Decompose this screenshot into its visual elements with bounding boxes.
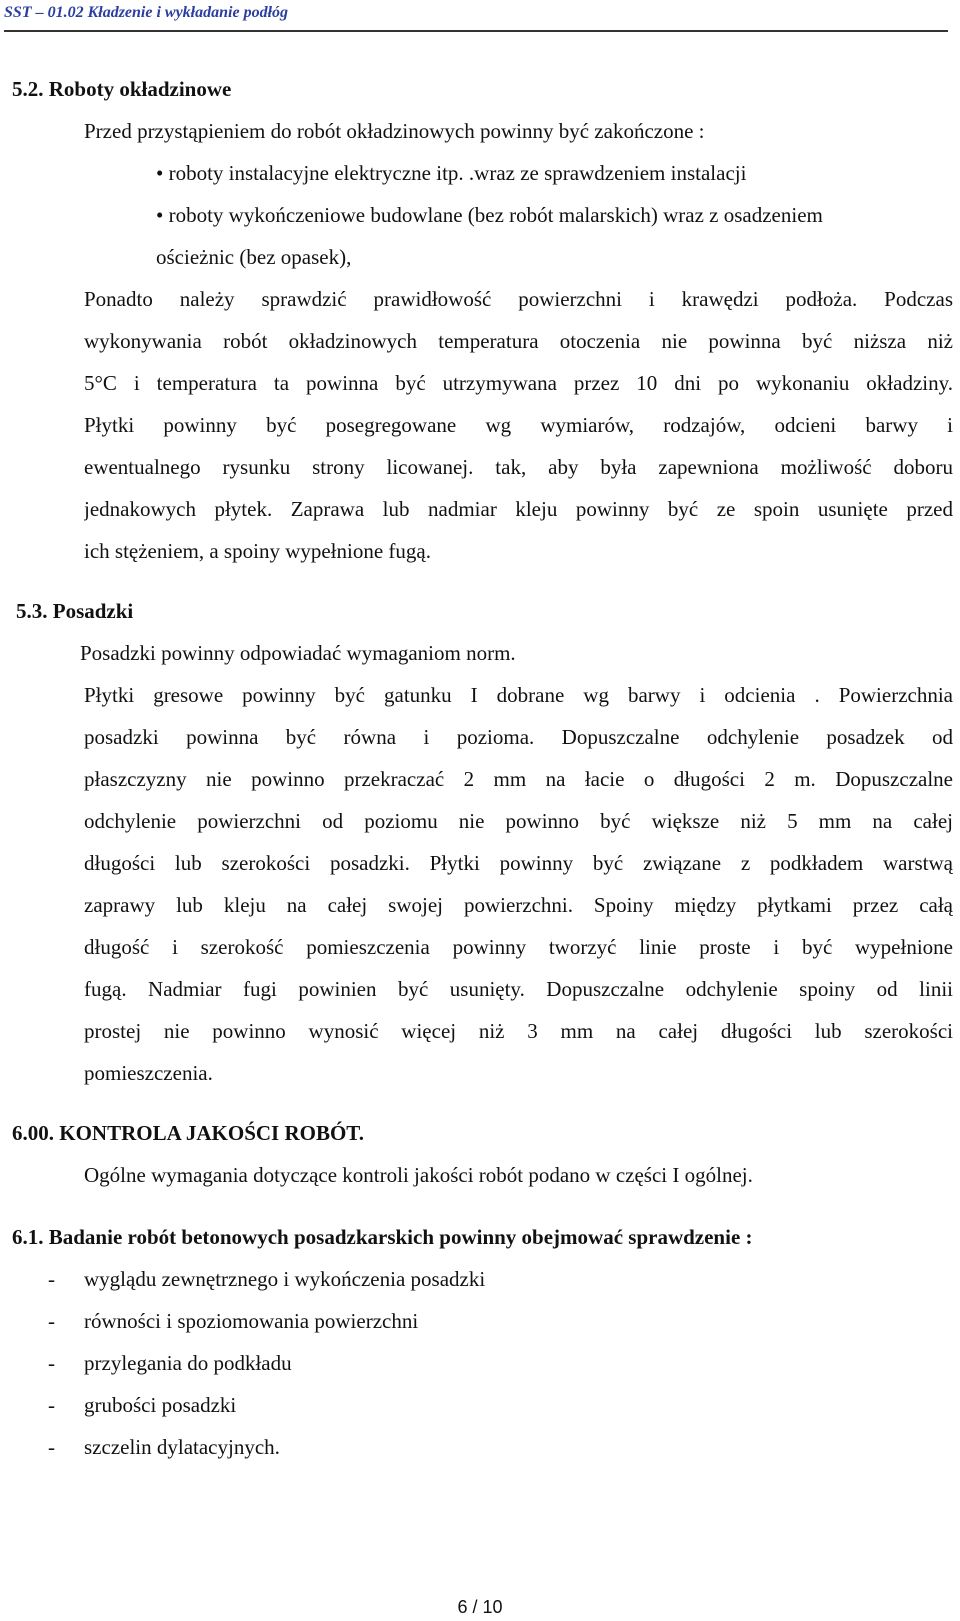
list-item: przylegania do podkładu [84,1351,292,1375]
paragraph-line: posadzki powinna być równa i pozioma. Dopuszczalne odchylenie posadzek od [84,725,953,749]
dash-marker: - [48,1393,55,1417]
paragraph-line: długość i szerokość pomieszczenia powinny tworzyć linie proste i być wypełnione [84,935,953,959]
paragraph-line: zaprawy lub kleju na całej swojej powierzchni. Spoiny między płytkami przez całą [84,893,953,917]
paragraph-line: wykonywania robót okładzinowych temperatura otoczenia nie powinna być niższa niż [84,329,953,353]
list-item: równości i spoziomowania powierzchni [84,1309,419,1333]
dash-marker: - [48,1267,55,1291]
paragraph-line: 5°C i temperatura ta powinna być utrzymywana przez 10 dni po wykonaniu okładziny. [84,371,953,395]
paragraph-line: fugą. Nadmiar fugi powinien być usunięty. Dopuszczalne odchylenie spoiny od linii [84,977,953,1001]
paragraph-line: Płytki gresowe powinny być gatunku I dobrane wg barwy i odcienia . Powierzchnia [84,683,953,707]
section-heading-5-3: 5.3. Posadzki [16,599,134,623]
paragraph-line: ewentualnego rysunku strony licowanej. tak, aby była zapewniona możliwość doboru [84,455,953,479]
section-heading-5-2: 5.2. Roboty okładzinowe [12,77,232,101]
bullet-continuation: ościeżnic (bez opasek), [156,245,352,269]
section-heading-6-00: 6.00. KONTROLA JAKOŚCI ROBÓT. [12,1121,364,1145]
paragraph-line: Płytki powinny być posegregowane wg wymiarów, rodzajów, odcieni barwy i [84,413,953,437]
paragraph-line: jednakowych płytek. Zaprawa lub nadmiar kleju powinny być ze spoin usunięte przed [84,497,953,521]
dash-marker: - [48,1309,55,1333]
paragraph-line: pomieszczenia. [84,1061,213,1085]
paragraph-line: ich stężeniem, a spoiny wypełnione fugą. [84,539,431,563]
section-intro: Przed przystąpieniem do robót okładzinowych powinny być zakończone : [84,119,705,143]
paragraph-line: odchylenie powierzchni od poziomu nie powinno być większe niż 5 mm na całej [84,809,953,833]
paragraph-line: długości lub szerokości posadzki. Płytki powinny być związane z podkładem warstwą [84,851,953,875]
page-header [4,4,948,32]
section-intro: Posadzki powinny odpowiadać wymaganiom norm. [80,641,516,665]
list-item: grubości posadzki [84,1393,237,1417]
bullet-item: • roboty wykończeniowe budowlane (bez robót malarskich) wraz z osadzeniem [156,203,823,227]
section-intro: Ogólne wymagania dotyczące kontroli jakości robót podano w części I ogólnej. [84,1163,753,1187]
section-heading-6-1: 6.1. Badanie robót betonowych posadzkarskich powinny obejmować sprawdzenie : [12,1225,753,1249]
dash-marker: - [48,1351,55,1375]
list-item: szczelin dylatacyjnych. [84,1435,280,1459]
bullet-item: • roboty instalacyjne elektryczne itp. .wraz ze sprawdzeniem instalacji [156,161,747,185]
paragraph-line: płaszczyzny nie powinno przekraczać 2 mm na łacie o długości 2 m. Dopuszczalne [84,767,953,791]
page-number: 6 / 10 [457,1597,503,1617]
dash-marker: - [48,1435,55,1459]
paragraph-line: prostej nie powinno wynosić więcej niż 3 mm na całej długości lub szerokości [84,1019,953,1043]
paragraph-line: Ponadto należy sprawdzić prawidłowość powierzchni i krawędzi podłoża. Podczas [84,287,953,311]
list-item: wyglądu zewnętrznego i wykończenia posadzki [84,1267,486,1291]
header-title: SST – 01.02 Kładzenie i wykładanie podłóg [4,4,289,21]
